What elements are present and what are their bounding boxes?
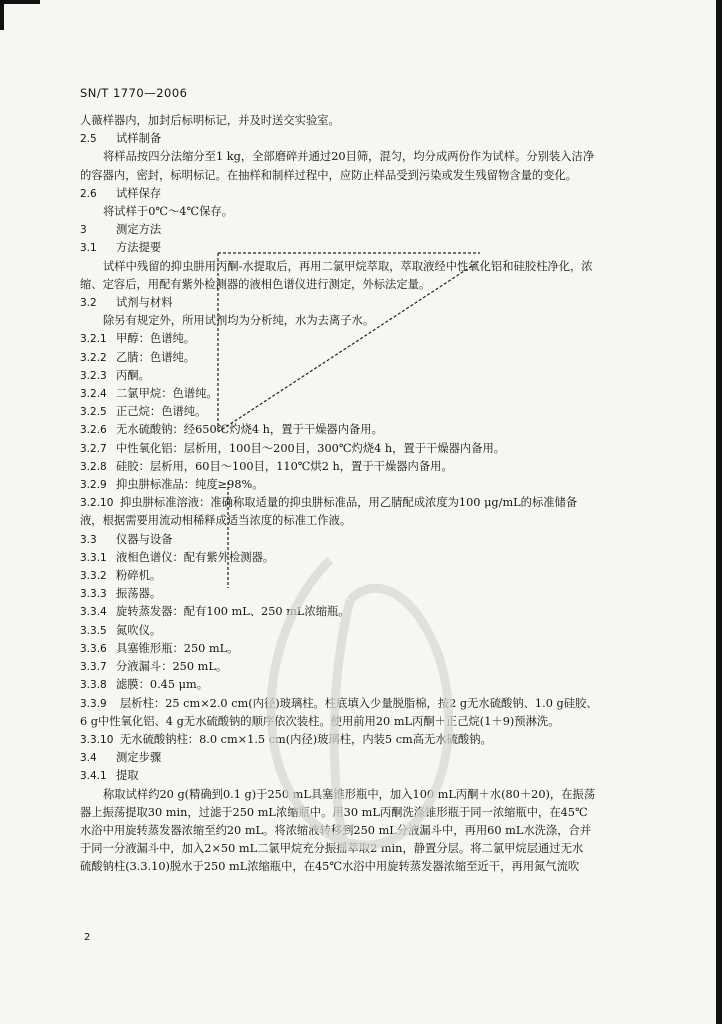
item-text: 甲醇：色谱纯。 bbox=[116, 332, 196, 346]
section-title: 仪器与设备 bbox=[116, 532, 173, 546]
list-item bbox=[80, 731, 660, 749]
section-title: 测定步骤 bbox=[116, 751, 162, 765]
item-text: 丙酮。 bbox=[116, 368, 150, 382]
item-number: 3.3.4 bbox=[80, 606, 107, 619]
paragraph-line: 的容器内，密封，标明标记。在抽样和制样过程中，应防止样品受到污染或发生残留物含量的变化。 bbox=[80, 168, 578, 182]
item-text: 硅胶：层析用，60目～100目，110℃烘2 h，置于干燥器内备用。 bbox=[116, 459, 453, 473]
item-text: 中性氧化铝：层析用，100目～200目，300℃灼烧4 h，置于干燥器内备用。 bbox=[116, 441, 506, 455]
item-text: 具塞锥形瓶：250 mL。 bbox=[116, 641, 239, 655]
item-number: 3.3.1 bbox=[80, 551, 107, 564]
list-item bbox=[80, 458, 660, 476]
paragraph-line: 称取试样约20 g(精确到0.1 g)于250 mL具塞锥形瓶中，加入100 mL丙酮＋水(80＋20)，在振荡 bbox=[103, 787, 596, 801]
scan-edge-mark bbox=[0, 0, 40, 4]
item-text: 正己烷：色谱纯。 bbox=[116, 405, 207, 419]
paragraph-line: 将样品按四分法缩分至1 kg，全部磨碎并通过20目筛，混匀，均分成两份作为试样。分别装入洁净 bbox=[103, 150, 595, 164]
item-text: 粉碎机。 bbox=[116, 569, 162, 583]
item-number: 3.2.2 bbox=[80, 351, 107, 364]
list-item bbox=[80, 330, 660, 348]
list-item bbox=[80, 549, 660, 567]
list-item bbox=[80, 349, 660, 367]
section-heading bbox=[80, 749, 660, 767]
paragraph-line: 将试样于0℃～4℃保存。 bbox=[103, 205, 234, 219]
list-item-line bbox=[80, 695, 660, 713]
section-number: 3.2 bbox=[80, 297, 97, 310]
item-text: 旋转蒸发器：配有100 mL、250 mL浓缩瓶。 bbox=[116, 605, 350, 619]
list-item-line bbox=[80, 713, 660, 731]
scan-edge-mark bbox=[0, 0, 4, 30]
item-number: 3.2.4 bbox=[80, 388, 107, 401]
item-number: 3.3.6 bbox=[80, 642, 107, 655]
section-number: 3.1 bbox=[80, 242, 97, 255]
section-title: 测定方法 bbox=[116, 223, 162, 237]
item-text: 氮吹仪。 bbox=[116, 623, 162, 637]
list-item bbox=[80, 585, 660, 603]
section-number: 3.4.1 bbox=[80, 770, 107, 783]
section-heading bbox=[80, 239, 660, 257]
list-item-line bbox=[80, 512, 660, 530]
list-item bbox=[80, 476, 660, 494]
item-text: 6 g中性氧化铝、4 g无水硫酸钠的顺序依次装柱。使用前用20 mL丙酮＋正己烷(1＋9)预淋洗。 bbox=[80, 714, 560, 728]
item-number: 3.3.5 bbox=[80, 624, 107, 637]
standard-code: SN/T 1770—2006 bbox=[80, 86, 188, 100]
item-text: 分液漏斗：250 mL。 bbox=[116, 660, 228, 674]
section-number: 3 bbox=[80, 224, 87, 237]
list-item-line bbox=[80, 494, 660, 512]
list-item bbox=[80, 676, 660, 694]
section-number: 2.5 bbox=[80, 133, 97, 146]
section-title: 提取 bbox=[116, 769, 139, 783]
item-text: 二氯甲烷：色谱纯。 bbox=[116, 387, 218, 401]
item-text: 无水硫酸钠柱：8.0 cm×1.5 cm(内径)玻璃柱，内装5 cm高无水硫酸钠。 bbox=[120, 732, 492, 746]
item-number: 3.2.9 bbox=[80, 479, 107, 492]
list-item bbox=[80, 658, 660, 676]
item-text: 振荡器。 bbox=[116, 587, 162, 601]
section-heading bbox=[80, 767, 660, 785]
section-title: 试样保存 bbox=[116, 186, 162, 200]
item-text: 滤膜：0.45 μm。 bbox=[116, 678, 208, 692]
list-item bbox=[80, 421, 660, 439]
paragraph-line: 硫酸钠柱(3.3.10)脱水于250 mL浓缩瓶中，在45℃水浴中用旋转蒸发器浓缩至近干，再用氮气流吹 bbox=[80, 860, 580, 874]
page-number: 2 bbox=[84, 932, 91, 943]
body-text-line: 人薇样器内，加封后标明标记，并及时送交实验室。 bbox=[80, 114, 340, 127]
item-number: 3.3.10 bbox=[80, 733, 114, 746]
item-text: 无水硫酸钠：经650℃灼烧4 h，置于干燥器内备用。 bbox=[116, 423, 383, 437]
item-number: 3.3.9 bbox=[80, 697, 107, 710]
item-text: 液相色谱仪：配有紫外检测器。 bbox=[116, 550, 275, 564]
section-title: 试剂与材料 bbox=[116, 296, 173, 310]
item-number: 3.2.7 bbox=[80, 442, 107, 455]
section-number: 2.6 bbox=[80, 187, 97, 200]
section-number: 3.3 bbox=[80, 533, 97, 546]
list-item bbox=[80, 440, 660, 458]
section-title: 试样制备 bbox=[116, 132, 162, 146]
section-heading bbox=[80, 294, 660, 312]
paragraph-line: 缩、定容后，用配有紫外检测器的液相色谱仪进行测定，外标法定量。 bbox=[80, 277, 431, 291]
paragraph-line: 器上振荡提取30 min，过滤于250 mL浓缩瓶中。用30 mL丙酮洗涤锥形瓶于同一浓缩瓶中，在45℃ bbox=[80, 805, 588, 819]
item-number: 3.2.6 bbox=[80, 424, 107, 437]
list-item bbox=[80, 385, 660, 403]
item-number: 3.2.5 bbox=[80, 406, 107, 419]
item-number: 3.2.1 bbox=[80, 333, 107, 346]
section-title: 方法提要 bbox=[116, 241, 162, 255]
section-heading bbox=[80, 130, 660, 148]
item-text: 抑虫肼标准溶液：准确称取适量的抑虫肼标准品，用乙腈配成浓度为100 μg/mL的标准储备 bbox=[120, 496, 578, 510]
section-heading bbox=[80, 531, 660, 549]
list-item bbox=[80, 403, 660, 421]
item-number: 3.3.2 bbox=[80, 570, 107, 583]
item-text: 液，根据需要用流动相稀释成适当浓度的标准工作液。 bbox=[80, 514, 352, 528]
item-number: 3.2.8 bbox=[80, 460, 107, 473]
section-number: 3.4 bbox=[80, 752, 97, 765]
paragraph-line: 于同一分液漏斗中，加入2×50 mL二氯甲烷充分振摇萃取2 min，静置分层。将二氯甲烷层通过无水 bbox=[80, 842, 584, 856]
item-number: 3.3.7 bbox=[80, 661, 107, 674]
paragraph-line: 试样中残留的抑虫肼用丙酮-水提取后，再用二氯甲烷萃取，萃取液经中性氧化铝和硅胶柱净化，浓 bbox=[103, 259, 593, 273]
section-heading bbox=[80, 185, 660, 203]
list-item bbox=[80, 603, 660, 621]
document-body bbox=[80, 112, 660, 877]
section-heading bbox=[80, 221, 660, 239]
list-item bbox=[80, 567, 660, 585]
item-number: 3.3.3 bbox=[80, 588, 107, 601]
list-item bbox=[80, 640, 660, 658]
paragraph-line: 水浴中用旋转蒸发器浓缩至约20 mL。将浓缩液转移到250 mL分液漏斗中，再用60 mL水洗涤，合并 bbox=[80, 823, 592, 837]
item-number: 3.2.10 bbox=[80, 497, 114, 510]
item-text: 层析柱：25 cm×2.0 cm(内径)玻璃柱。柱底填入少量脱脂棉，按2 g无水硫酸钠、1.0 g硅胶、 bbox=[120, 696, 598, 710]
item-number: 3.2.3 bbox=[80, 369, 107, 382]
list-item bbox=[80, 622, 660, 640]
list-item bbox=[80, 367, 660, 385]
paragraph-line: 除另有规定外，所用试剂均为分析纯，水为去离子水。 bbox=[103, 314, 375, 328]
item-text: 抑虫肼标准品：纯度≥98%。 bbox=[116, 478, 264, 492]
item-text: 乙腈：色谱纯。 bbox=[116, 350, 196, 364]
item-number: 3.3.8 bbox=[80, 679, 107, 692]
